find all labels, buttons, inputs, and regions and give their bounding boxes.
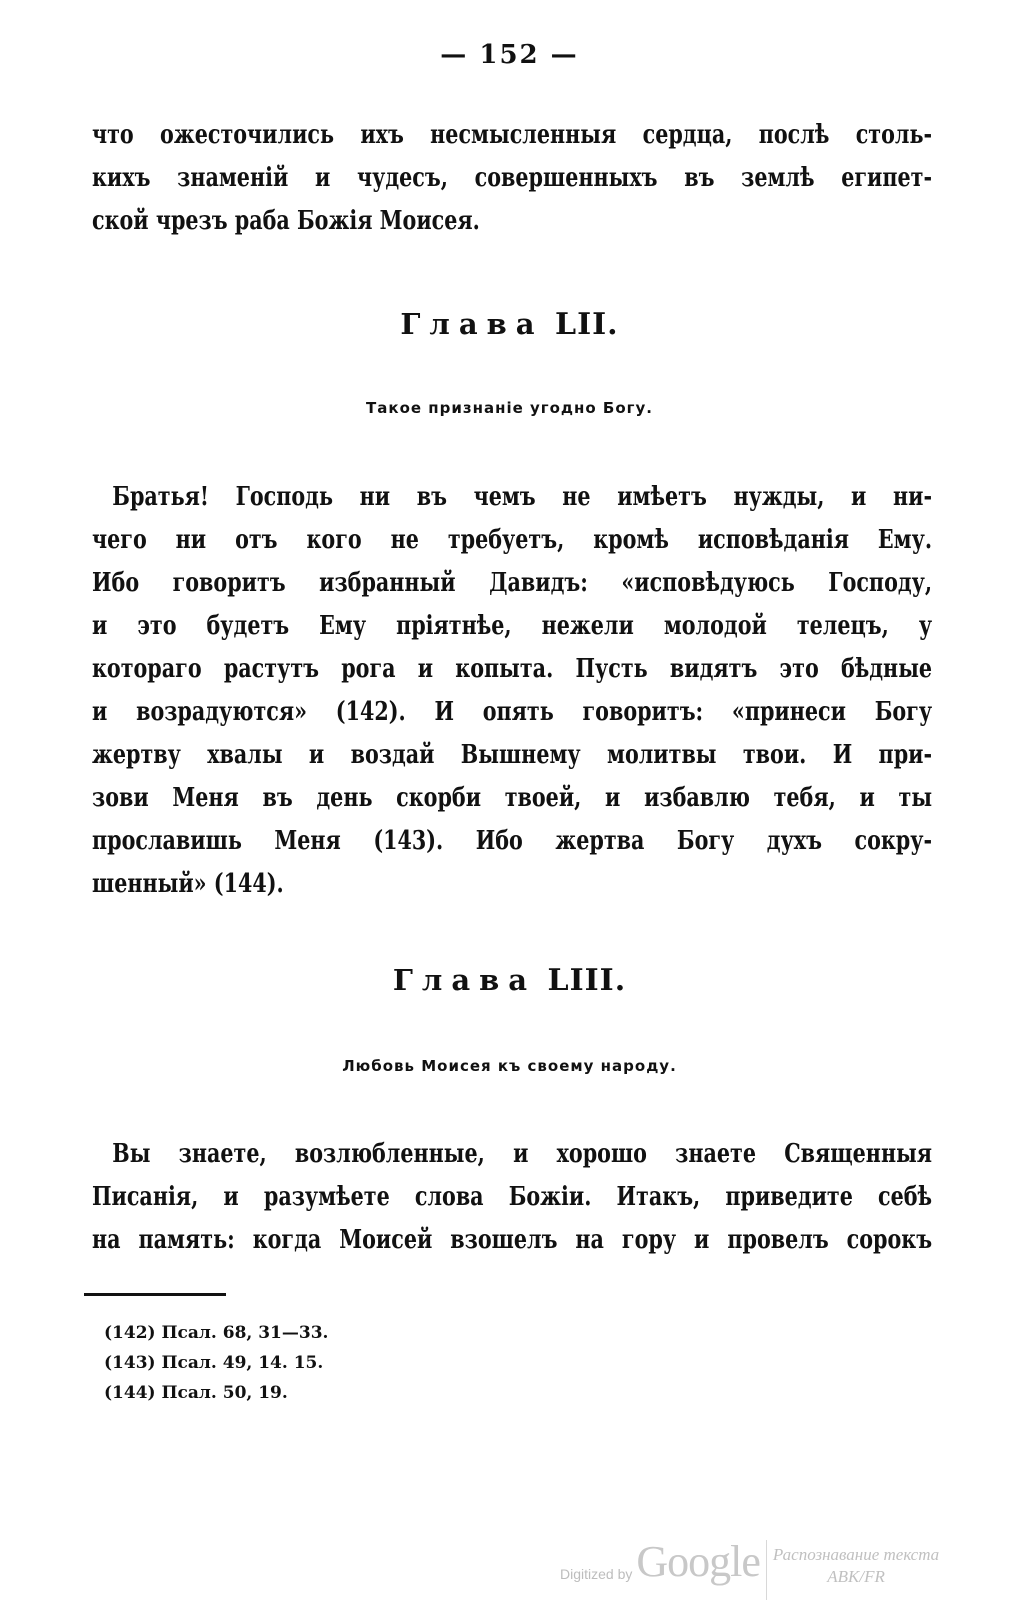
text-line: что ожесточились ихъ несмысленныя сердца, послѣ столь- — [92, 119, 933, 150]
text-line: жертву хвалы и воздай Вышнему молитвы твои. И при- — [92, 739, 933, 770]
google-logo: Google — [636, 1537, 760, 1586]
digitization-watermark — [560, 1537, 940, 1600]
text-line: на память: когда Моисей взошелъ на гору и провелъ сорокъ — [92, 1224, 933, 1255]
text-line: и возрадуются» (142). И опять говоритъ: «принеси Богу — [92, 696, 933, 727]
footnote-divider — [84, 1293, 226, 1296]
ocr-credit-line-2: ABK/FR — [827, 1567, 885, 1586]
footnotes — [104, 1318, 328, 1408]
chapter-53-subtitle: Любовь Моисея къ своему народу. — [342, 1057, 677, 1075]
chapter-53-paragraph — [92, 1132, 933, 1261]
chapter-52-subtitle: Такое признаніе угодно Богу. — [366, 399, 653, 417]
chapter-number: LII. — [555, 307, 619, 342]
ocr-credit-line-1: Распознавание текста — [772, 1545, 940, 1564]
text-line: котораго растутъ рога и копыта. Пусть видятъ это бѣдные — [92, 653, 933, 684]
continuation-paragraph — [92, 113, 933, 242]
chapter-52-heading — [0, 307, 1019, 342]
text-line: ской чрезъ раба Божія Моисея. — [92, 205, 480, 236]
text-line: чего ни отъ кого не требуетъ, кромѣ исповѣданія Ему. — [92, 524, 933, 555]
footnote-143: (143) Псал. 49, 14. 15. — [104, 1353, 324, 1373]
text-line: и это будетъ Ему пріятнѣе, нежели молодой телецъ, у — [92, 610, 933, 641]
text-line: Вы знаете, возлюбленные, и хорошо знаете Священныя — [112, 1138, 933, 1169]
chapter-53-heading — [0, 963, 1019, 998]
text-line: прославишь Меня (143). Ибо жертва Богу духъ сокру- — [92, 825, 933, 856]
text-line: кихъ знаменій и чудесъ, совершенныхъ въ землѣ египет- — [92, 162, 933, 193]
footnote-142: (142) Псал. 68, 31—33. — [104, 1323, 329, 1343]
text-line: шенный» (144). — [92, 868, 284, 899]
chapter-number: LIII. — [547, 963, 627, 998]
page-number: — 152 — — [440, 40, 579, 70]
ocr-credit — [773, 1544, 939, 1588]
footnote-144: (144) Псал. 50, 19. — [104, 1383, 288, 1403]
text-line: Писанія, и разумѣете слова Божіи. Итакъ, приведите себѣ — [92, 1181, 933, 1212]
text-line: Ибо говоритъ избранный Давидъ: «исповѣдуюсь Господу, — [92, 567, 933, 598]
watermark-divider — [766, 1540, 767, 1600]
text-line: Братья! Господь ни въ чемъ не имѣетъ нужды, и ни- — [112, 481, 933, 512]
text-line: зови Меня въ день скорби твоей, и избавлю тебя, и ты — [92, 782, 933, 813]
chapter-label: Глава — [392, 963, 537, 997]
digitized-by-label: Digitized by — [560, 1566, 633, 1582]
chapter-52-paragraph — [92, 475, 933, 905]
chapter-label: Глава — [400, 307, 544, 341]
